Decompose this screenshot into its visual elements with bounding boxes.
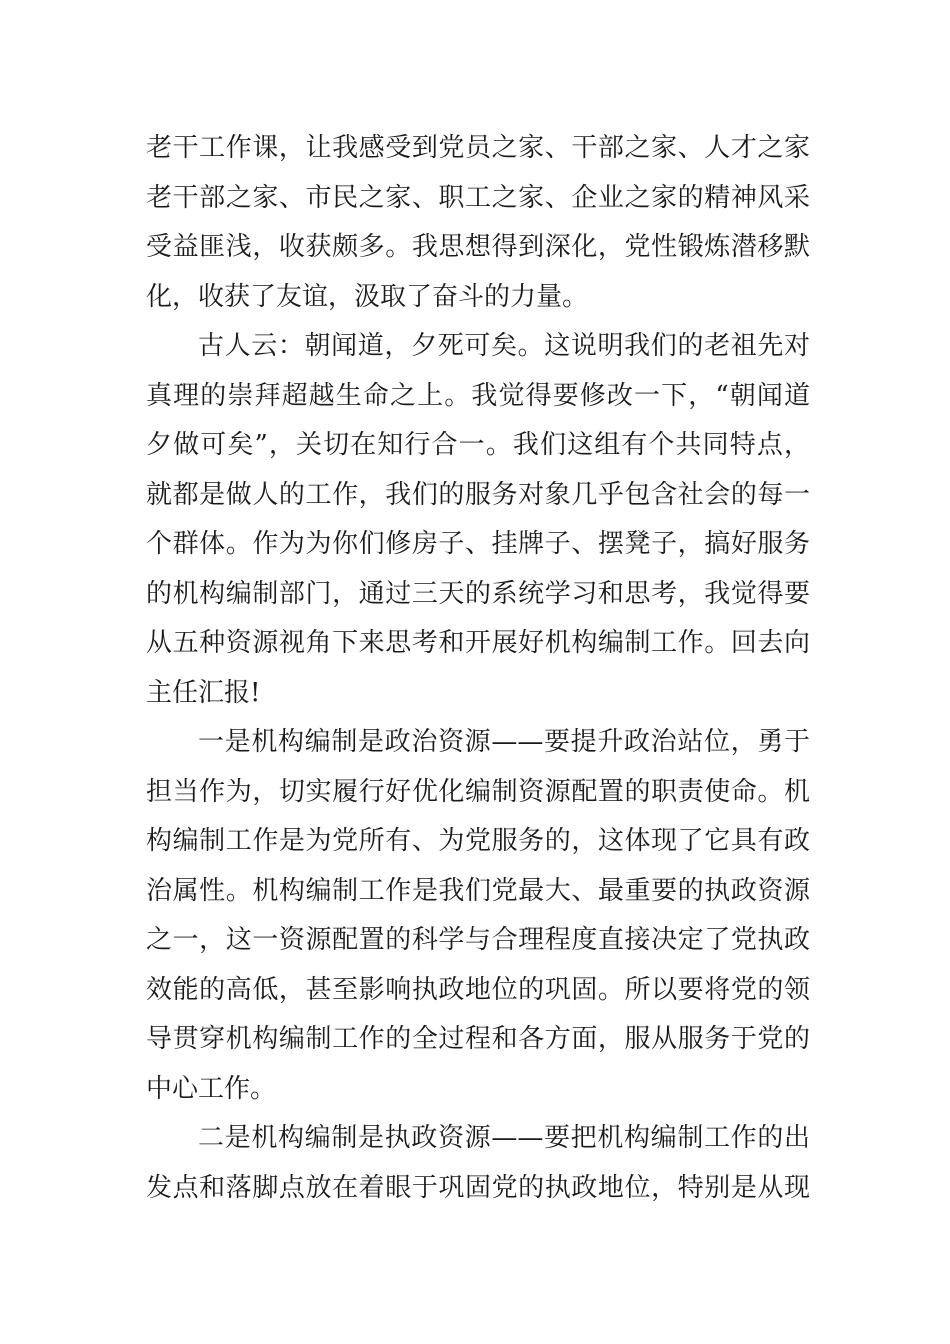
paragraph-3-line-2: 担当作为，切实履行好优化编制资源配置的职责使命。机 bbox=[146, 776, 810, 807]
paragraph-1-line-4: 化，收获了友谊，汲取了奋斗的力量。 bbox=[146, 281, 589, 312]
paragraph-2-line-4: 就都是做人的工作，我们的服务对象几乎包含社会的每一 bbox=[146, 479, 810, 510]
paragraph-2-line-8: 主任汇报! bbox=[146, 677, 261, 708]
document-body bbox=[146, 124, 810, 1213]
paragraph-1-line-2: 老干部之家、市民之家、职工之家、企业之家的精神风采 bbox=[146, 182, 810, 213]
paragraph-4-line-1: 二是机构编制是执政资源——要把机构编制工作的出 bbox=[198, 1123, 810, 1153]
paragraph-1-line-3: 受益匪浅，收获颇多。我思想得到深化，党性锻炼潜移默 bbox=[146, 232, 810, 262]
paragraph-2-line-7: 从五种资源视角下来思考和开展好机构编制工作。回去向 bbox=[146, 628, 810, 658]
paragraph-3-line-6: 效能的高低，甚至影响执政地位的巩固。所以要将党的领 bbox=[146, 974, 810, 1005]
paragraph-2-line-3: 夕做可矣”，关切在知行合一。我们这组有个共同特点， bbox=[146, 430, 810, 460]
paragraph-2-line-6: 的机构编制部门，通过三天的系统学习和思考，我觉得要 bbox=[146, 578, 810, 609]
paragraph-3-line-8: 中心工作。 bbox=[146, 1073, 277, 1104]
paragraph-2-line-2: 真理的崇拜超越生命之上。我觉得要修改一下，“朝闻道 bbox=[146, 380, 810, 411]
paragraph-3-line-7: 导贯穿机构编制工作的全过程和各方面，服从服务于党的 bbox=[146, 1024, 810, 1054]
paragraph-1-line-1: 老干工作课，让我感受到党员之家、干部之家、人才之家 bbox=[146, 133, 810, 163]
paragraph-3-line-1: 一是机构编制是政治资源——要提升政治站位，勇于 bbox=[198, 727, 810, 757]
paragraph-2-line-1: 古人云：朝闻道，夕死可矣。这说明我们的老祖先对 bbox=[198, 331, 810, 361]
paragraph-3-line-5: 之一，这一资源配置的科学与合理程度直接决定了党执政 bbox=[146, 925, 810, 955]
paragraph-4-line-2: 发点和落脚点放在着眼于巩固党的执政地位，特别是从现 bbox=[146, 1172, 810, 1203]
paragraph-3-line-3: 构编制工作是为党所有、为党服务的，这体现了它具有政 bbox=[146, 826, 810, 856]
paragraph-2-line-5: 个群体。作为为你们修房子、挂牌子、摆凳子，搞好服务 bbox=[146, 529, 810, 559]
paragraph-3-line-4: 治属性。机构编制工作是我们党最大、最重要的执政资源 bbox=[146, 875, 810, 906]
